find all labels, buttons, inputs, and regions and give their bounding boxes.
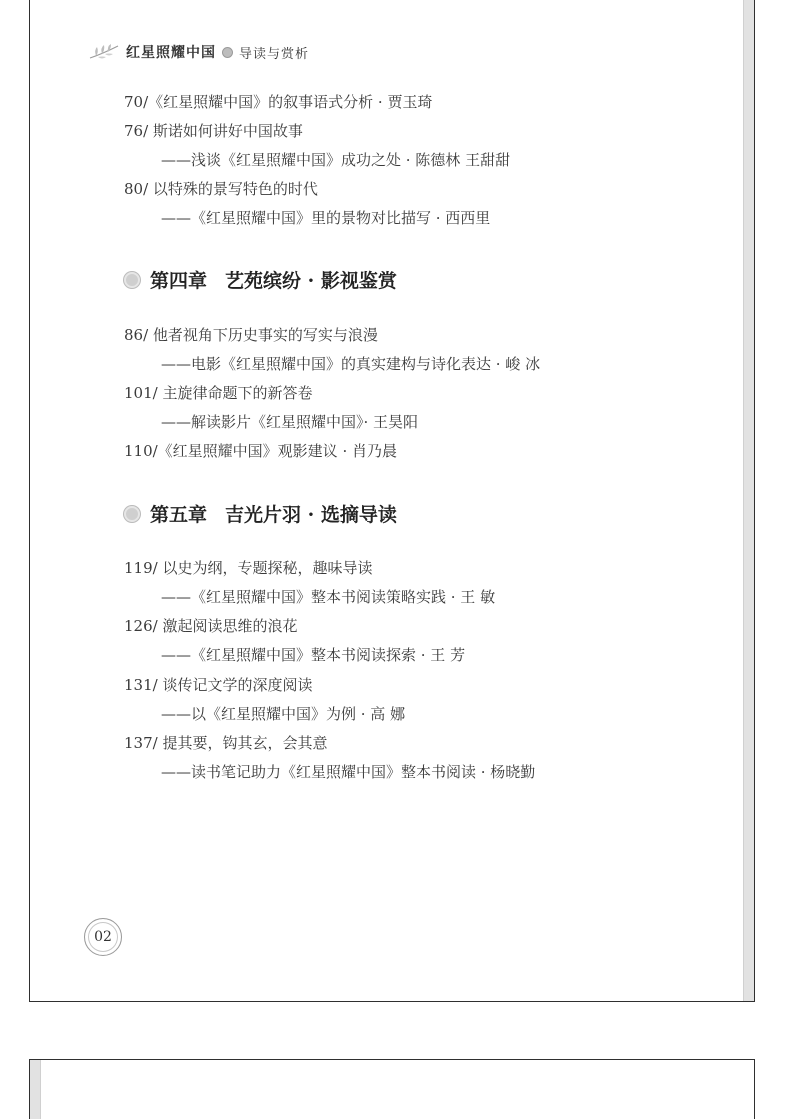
toc-entry: 119/ 以史为纲，专题探秘，趣味导读 xyxy=(124,559,373,577)
toc-entry-subtitle: ——解读影片《红星照耀中国》· 王昊阳 xyxy=(161,413,419,431)
chapter-number: 第四章 xyxy=(150,270,208,292)
toc-entry: 126/ 激起阅读思维的浪花 xyxy=(124,617,298,635)
chapter-title: 艺苑缤纷 · 影视鉴赏 xyxy=(225,270,397,292)
toc-entry-subtitle: ——电影《红星照耀中国》的真实建构与诗化表达 · 峻 冰 xyxy=(161,355,541,373)
toc-entry-subtitle: ——以《红星照耀中国》为例 · 高 娜 xyxy=(161,705,406,723)
next-book-page xyxy=(29,1059,755,1119)
toc-entry: 137/ 提其要，钩其玄，会其意 xyxy=(124,734,328,752)
chapter-bullet-icon xyxy=(124,506,140,522)
header-separator-dot-icon xyxy=(222,47,233,58)
toc-entry-subtitle: ——《红星照耀中国》里的景物对比描写 · 西西里 xyxy=(161,209,491,227)
page-number: 02 xyxy=(84,918,122,956)
toc-entry: 76/ 斯诺如何讲好中国故事 xyxy=(124,122,303,140)
chapter-heading xyxy=(124,500,397,527)
toc-entry: 110/《红星照耀中国》观影建议 · 肖乃晨 xyxy=(124,442,397,460)
leaf-ornament-icon xyxy=(88,42,122,62)
chapter-number: 第五章 xyxy=(150,504,208,526)
toc-entry: 101/ 主旋律命题下的新答卷 xyxy=(124,384,313,402)
header-book-title: 红星照耀中国 xyxy=(126,45,216,61)
chapter-heading xyxy=(124,266,397,293)
page-edge-shadow xyxy=(743,0,754,1001)
toc-entry: 80/ 以特殊的景写特色的时代 xyxy=(124,180,318,198)
toc-entry: 70/《红星照耀中国》的叙事语式分析 · 贾玉琦 xyxy=(124,93,433,111)
header-subtitle: 导读与赏析 xyxy=(239,46,310,62)
toc-entry-subtitle: ——《红星照耀中国》整本书阅读探索 · 王 芳 xyxy=(161,646,466,664)
toc-entry-subtitle: ——读书笔记助力《红星照耀中国》整本书阅读 · 杨晓勤 xyxy=(161,763,536,781)
chapter-title: 吉光片羽 · 选摘导读 xyxy=(225,504,397,526)
toc-entry-subtitle: ——浅谈《红星照耀中国》成功之处 · 陈德林 王甜甜 xyxy=(161,151,511,169)
toc-entry: 86/ 他者视角下历史事实的写实与浪漫 xyxy=(124,326,378,344)
running-header xyxy=(88,40,309,64)
toc-entry-subtitle: ——《红星照耀中国》整本书阅读策略实践 · 王 敏 xyxy=(161,588,496,606)
toc-entry: 131/ 谈传记文学的深度阅读 xyxy=(124,676,313,694)
page-edge-shadow xyxy=(30,1060,41,1119)
chapter-bullet-icon xyxy=(124,272,140,288)
